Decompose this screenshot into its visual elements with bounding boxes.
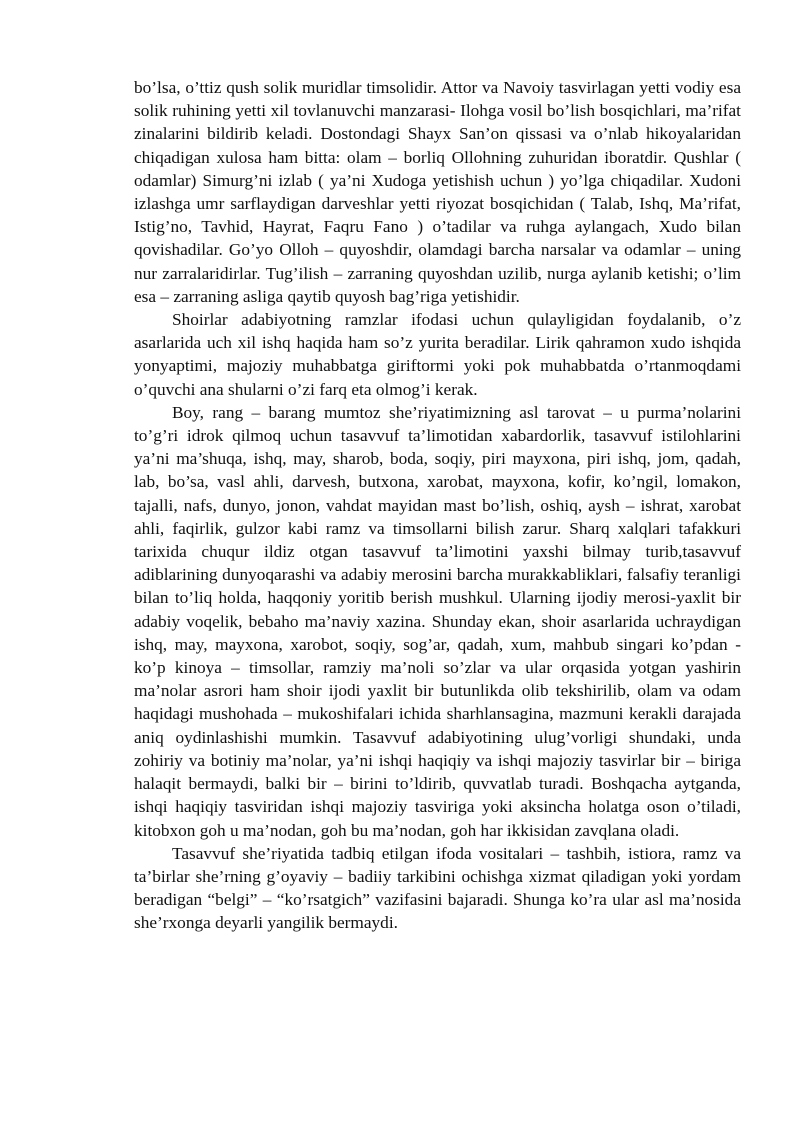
paragraph-3: Boy, rang – barang mumtoz she’riyatimizning asl tarovat – u purma’nolarini to’g’ri idrok qilmoq uchun tasavvuf ta’limotidan xabardorlik, tasavvuf istilohlarini ya’ni ma’shuqa, ishq, may, sharob, boda, soqiy, piri mayxona, piri ishq, jom, qadah, lab, bo’sa, vasl ahli, darvesh, butxona, xarobat, mayxona, kofir, ko’ngil, lomakon, tajalli, nafs, dunyo, jonon, vahdat mayidan mast bo’lish, oshiq, aysh – ishrat, xarobat ahli, faqirlik, gulzor kabi ramz va timsollarni bilish zarur. Sharq xalqlari tafakkuri tarixida chuqur ildiz otgan tasavvuf ta’limotini yaxshi bilmay turib,tasavvuf adiblarining dunyoqarashi va adabiy merosini barcha murakkabliklari, falsafiy teranligi bilan to’liq holda, haqqoniy yoritib berish mushkul. Ularning ijodiy merosi-yaxlit bir adabiy voqelik, bebaho ma’naviy xazina. Shunday ekan, shoir asarlarida uchraydigan ishq, may, mayxona, xarobot, soqiy, sog’ar, qadah, xum, mahbub singari ko’pdan - ko’p kinoya – timsollar, ramziy ma’noli so’zlar va ular orqasida yotgan yashirin ma’nolar asrori ham shoir ijodi yaxlit bir butunlikda olib tekshirilib, olam va odam haqidagi mushohada – mukoshifalari ichida sharhlansagina, mazmuni kerakli darajada aniq oydinlashishi mumkin. Tasavvuf adabiyotining ulug’vorligi shundaki, unda zohiriy va botiniy ma’nolar, ya’ni ishqi haqiqiy va ishqi majoziy tasvirlar bir – biriga halaqit bermaydi, balki bir – birini to’ldirib, quvvatlab turadi. Boshqacha aytganda, ishqi haqiqiy tasviridan ishqi majoziy tasviriga yoki aksincha holatga oson o’tiladi, kitobxon goh u ma’nodan, goh bu ma’nodan, goh har ikkisidan zavqlana oladi. <box>134 402 741 840</box>
paragraph-2: Shoirlar adabiyotning ramzlar ifodasi uchun qulayligidan foydalanib, o’z asarlarida uch xil ishq haqida ham so’z yurita beradilar. Lirik qahramon xudo ishqida yonyaptimi, majoziy muhabbatga giriftormi yoki pok muhabbatda o’rtanmoqdami o’quvchi ana shularni o’zi farq eta olmog’i kerak. <box>134 310 741 399</box>
body-text <box>134 76 741 935</box>
paragraph-4: Tasavvuf she’riyatida tadbiq etilgan ifoda vositalari – tashbih, istiora, ramz va ta’birlar she’rning g’oyaviy – badiiy tarkibini ochishga xizmat qiladigan yoki yordam beradigan “belgi” – “ko’rsatgich” vazifasini bajaradi. Shunga ko’ra ular asl ma’nosida she’rxonga deyarli yangilik bermaydi. <box>134 843 741 933</box>
paragraph-1: bo’lsa, o’ttiz qush solik muridlar timsolidir. Attor va Navoiy tasvirlagan yetti vodiy esa solik ruhining yetti xil tovlanuvchi manzarasi- Ilohga vosil bo’lish bosqichlari, ma’rifat zinalarini bildirib keladi. Dostondagi Shayx San’on qissasi va o’nlab hikoyalaridan chiqadigan xulosa ham bitta: olam – borliq Ollohning zuhuridan iboratdir. Qushlar ( odamlar) Simurg’ni izlab ( ya’ni Xudoga yetishish uchun ) yo’lga chiqadilar. Xudoni izlashga umr sarflaydigan darveshlar yetti riyozat bosqichidan ( Talab, Ishq, Ma’rifat, Istig’no, Tavhid, Hayrat, Faqru Fano ) o’tadilar va ruhga aylangach, Xudo bilan qovishadilar. Go’yo Olloh – quyoshdir, olamdagi barcha narsalar va odamlar – uning nur zarralaridirlar. Tug’ilish – zarraning quyoshdan uzilib, nurga aylanib ketishi; o’lim esa – zarraning asliga qaytib quyosh bag’riga yetishidir. <box>134 78 741 306</box>
